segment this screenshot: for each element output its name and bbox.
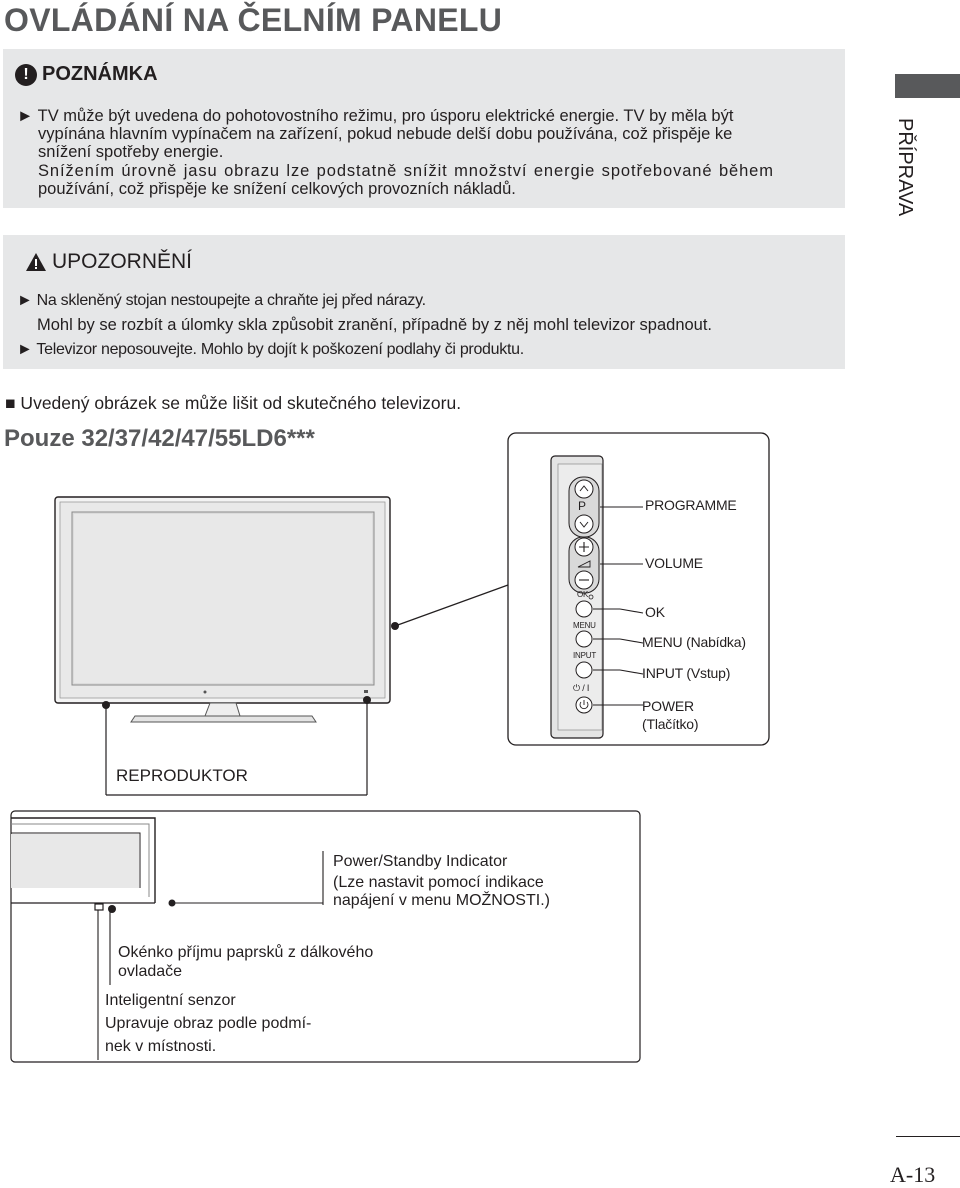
sensor-label: Upravuje obraz podle podmí- — [105, 1015, 312, 1032]
sensor-label: nek v místnosti. — [105, 1038, 217, 1055]
note-heading-text: POZNÁMKA — [42, 63, 158, 85]
page-rule — [896, 1136, 960, 1137]
image-disclaimer: ■ Uvedený obrázek se může lišit od skutečného televizoru. — [5, 393, 462, 413]
page-title: OVLÁDÁNÍ NA ČELNÍM PANELU — [4, 2, 503, 38]
section-tab-label: PŘÍPRAVA — [894, 118, 916, 217]
page-number: A-13 — [890, 1162, 936, 1187]
note-line: snížení spotřeby energie. — [38, 143, 224, 161]
remote-window-label: Okénko příjmu paprsků z dálkového — [118, 944, 374, 961]
speaker-label: REPRODUKTOR — [116, 766, 248, 785]
sensor-label: Inteligentní senzor — [105, 992, 236, 1009]
power-indicator-label: Power/Standby Indicator — [333, 853, 508, 870]
caution-line: ► Televizor neposouvejte. Mohlo by dojít k poškození podlahy či produktu. — [17, 341, 524, 358]
remote-window-label: ovladače — [118, 963, 183, 980]
ok-label: OK — [645, 604, 665, 620]
menu-label: MENU (Nabídka) — [642, 634, 746, 650]
caution-line: ► Na skleněný stojan nestoupejte a chraňte jej před nárazy. — [17, 292, 426, 309]
menu-button-label: MENU — [573, 621, 596, 630]
power-label: POWER — [642, 698, 694, 714]
volume-label: VOLUME — [645, 555, 703, 571]
ok-button-label: OK — [577, 590, 589, 599]
tv-front-illustration — [55, 497, 390, 722]
note-line: ► TV může být uvedena do pohotovostního režimu, pro úsporu elektrické energie. TV by měla být — [17, 107, 734, 125]
input-button-label: INPUT — [573, 651, 597, 660]
exclamation-icon: ! — [15, 64, 37, 86]
input-label: INPUT (Vstup) — [642, 665, 731, 681]
power-indicator-label: (Lze nastavit pomocí indikace — [333, 874, 544, 891]
p-button-label: P — [578, 499, 586, 513]
model-line: Pouze 32/37/42/47/55LD6*** — [4, 425, 315, 452]
programme-label: PROGRAMME — [645, 497, 737, 513]
note-line: Snížením úrovně jasu obrazu lze podstatně snížit množství energie spotřebované během — [38, 162, 774, 180]
note-line: používání, což přispěje ke snížení celkových provozních nákladů. — [38, 180, 516, 198]
caution-line: Mohl by se rozbít a úlomky skla způsobit zranění, případně by z něj mohl televizor spadnout. — [37, 316, 713, 334]
caution-heading-text: UPOZORNĚNÍ — [52, 250, 193, 273]
note-line: vypínána hlavním vypínačem na zařízení, pokud nebude delší dobu používána, což přispěje ke — [38, 125, 733, 143]
power-button-label: ⏻ / I — [573, 683, 590, 693]
power-indicator-label: napájení v menu MOŽNOSTI.) — [333, 892, 550, 909]
power-label-sub: (Tlačítko) — [642, 716, 699, 732]
